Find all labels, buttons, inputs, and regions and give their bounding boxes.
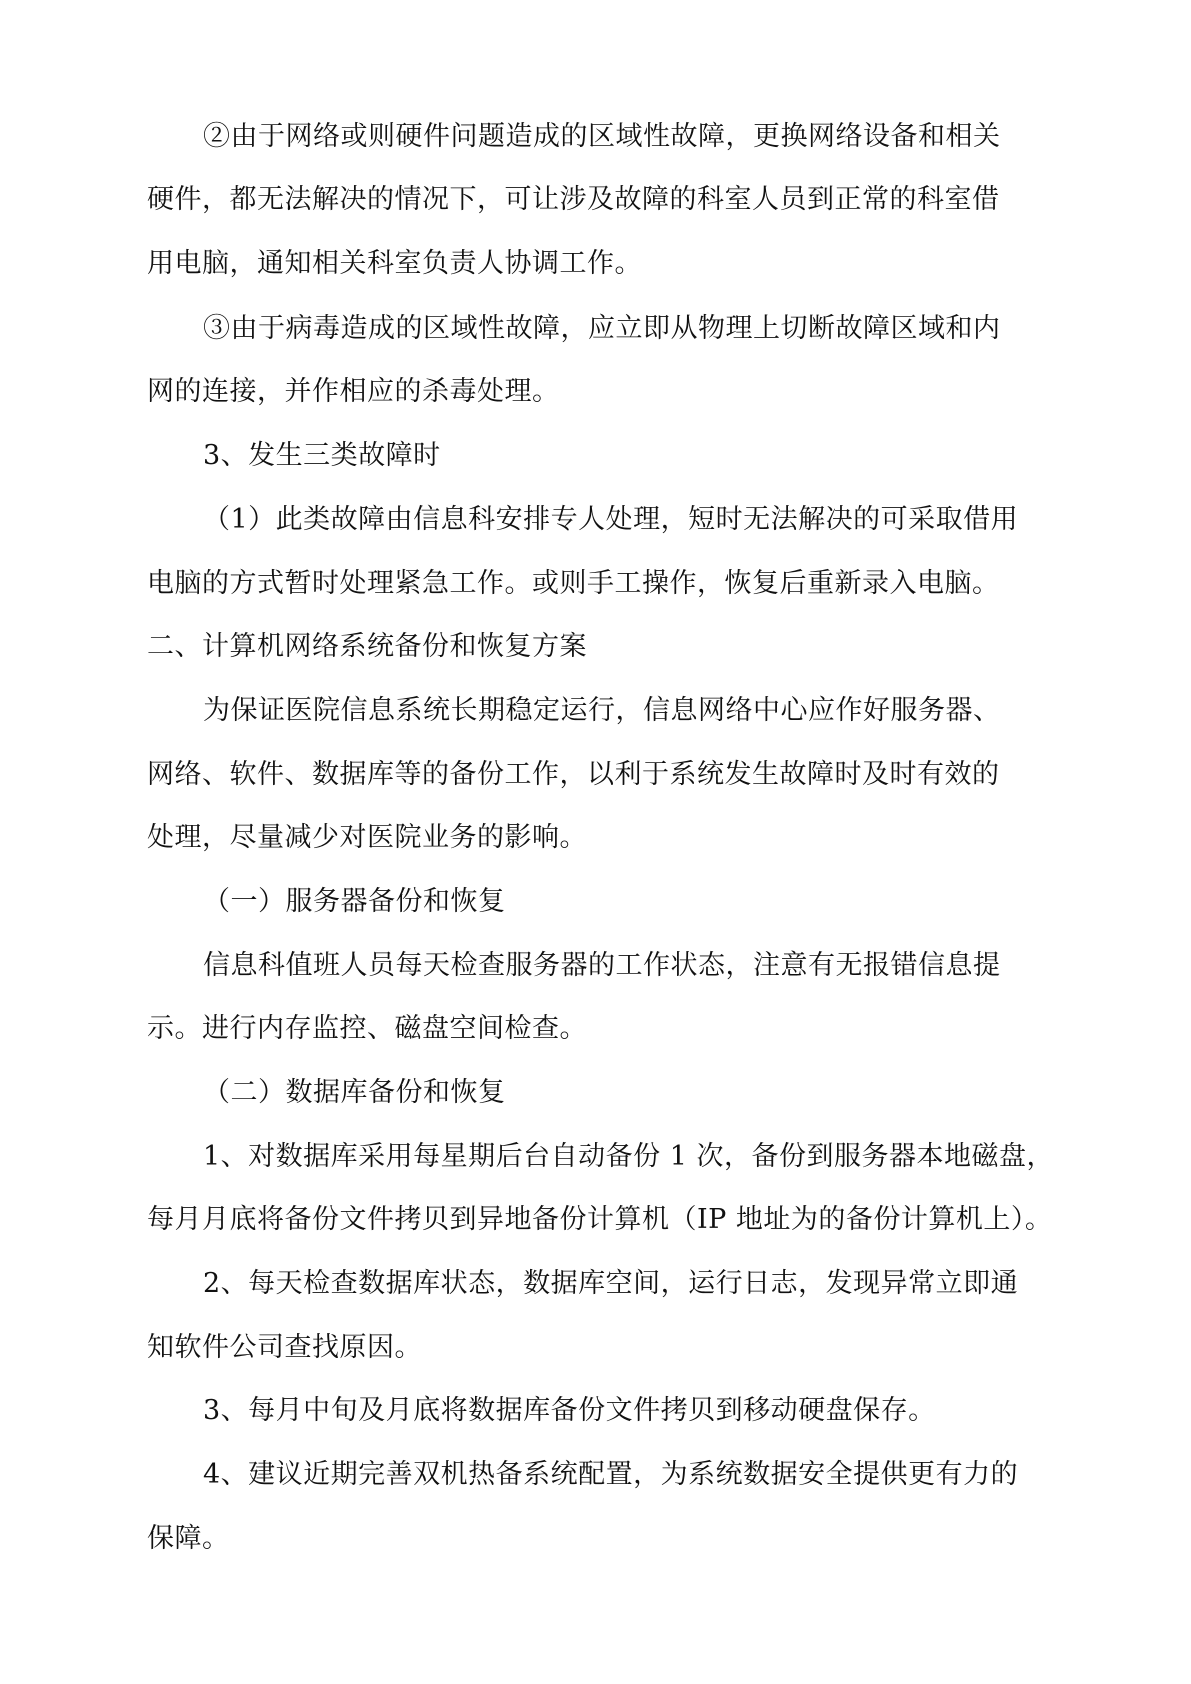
text-line-17: 1、对数据库采用每星期后台自动备份 1 次，备份到服务器本地磁盘， bbox=[203, 1141, 1055, 1172]
text-line-21: 3、每月中旬及月底将数据库备份文件拷贝到移动硬盘保存。 bbox=[203, 1395, 936, 1426]
text-line-19: 2、每天检查数据库状态，数据库空间，运行日志，发现异常立即通 bbox=[203, 1268, 1019, 1299]
text-line-11: 网络、软件、数据库等的备份工作，以利于系统发生故障时及时有效的 bbox=[147, 759, 1000, 790]
text-line-12: 处理，尽量减少对医院业务的影响。 bbox=[147, 822, 587, 853]
text-line-6: 3、发生三类故障时 bbox=[203, 440, 441, 471]
text-line-20: 知软件公司查找原因。 bbox=[147, 1332, 422, 1363]
text-line-22: 4、建议近期完善双机热备系统配置，为系统数据安全提供更有力的 bbox=[203, 1459, 1019, 1490]
text-line-23: 保障。 bbox=[147, 1523, 230, 1554]
subheading-database-backup: （二）数据库备份和恢复 bbox=[203, 1077, 506, 1108]
text-line-14: 信息科值班人员每天检查服务器的工作状态，注意有无报错信息提 bbox=[203, 950, 1001, 981]
text-line-5: 网的连接，并作相应的杀毒处理。 bbox=[147, 376, 560, 407]
text-line-15: 示。进行内存监控、磁盘空间检查。 bbox=[147, 1013, 587, 1044]
text-line-1: ②由于网络或则硬件问题造成的区域性故障，更换网络设备和相关 bbox=[203, 121, 1001, 152]
text-line-3: 用电脑，通知相关科室负责人协调工作。 bbox=[147, 248, 642, 279]
text-line-8: 电脑的方式暂时处理紧急工作。或则手工操作，恢复后重新录入电脑。 bbox=[147, 568, 1000, 599]
subheading-server-backup: （一）服务器备份和恢复 bbox=[203, 886, 506, 917]
text-line-4: ③由于病毒造成的区域性故障，应立即从物理上切断故障区域和内 bbox=[203, 313, 1001, 344]
text-line-10: 为保证医院信息系统长期稳定运行，信息网络中心应作好服务器、 bbox=[203, 695, 1001, 726]
text-line-18: 每月月底将备份文件拷贝到异地备份计算机（IP 地址为的备份计算机上）。 bbox=[147, 1204, 1053, 1235]
text-line-7: （1）此类故障由信息科安排专人处理，短时无法解决的可采取借用 bbox=[203, 504, 1019, 535]
section-heading: 二、计算机网络系统备份和恢复方案 bbox=[147, 631, 587, 662]
text-line-2: 硬件，都无法解决的情况下，可让涉及故障的科室人员到正常的科室借 bbox=[147, 184, 1000, 215]
